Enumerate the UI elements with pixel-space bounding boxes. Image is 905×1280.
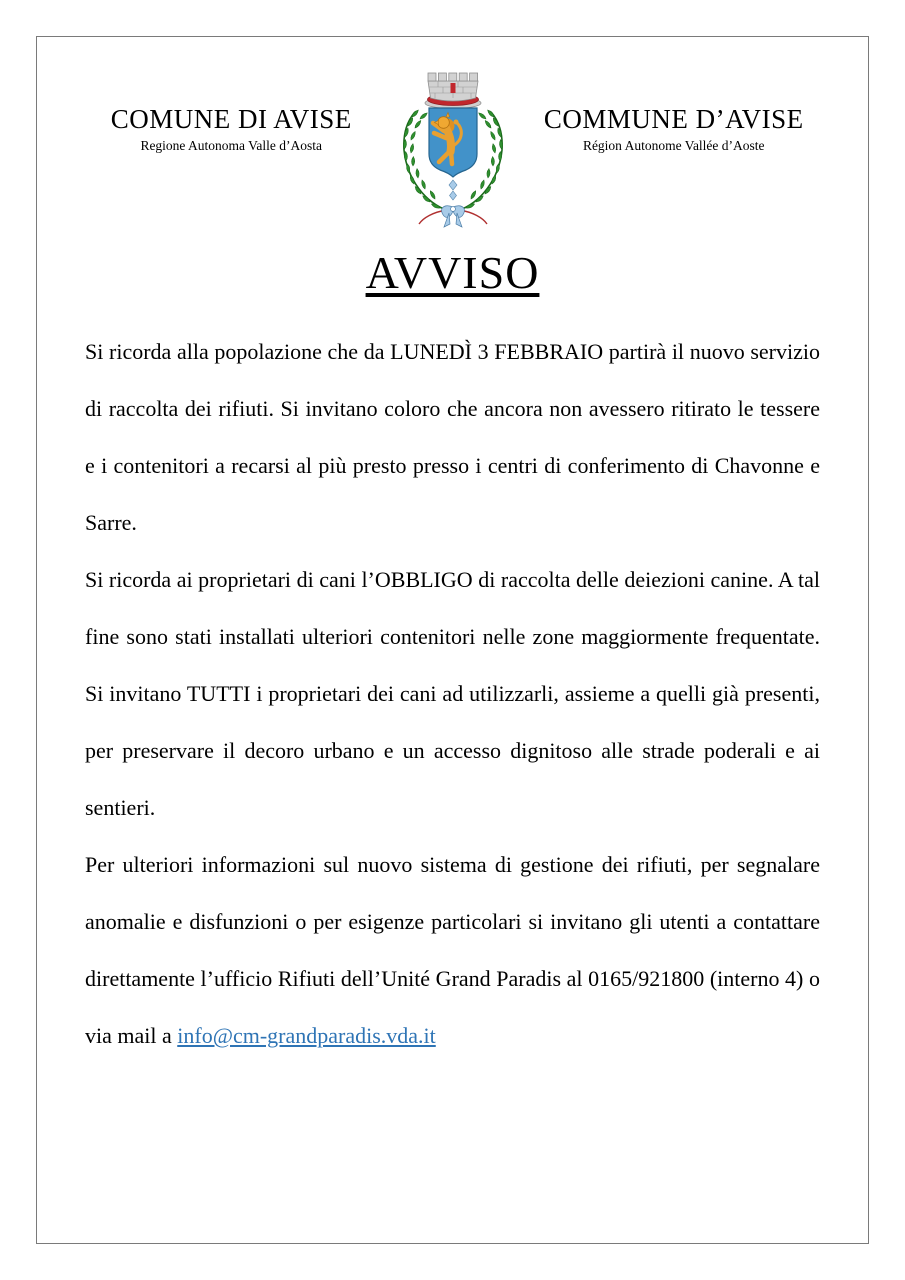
mural-crown-icon bbox=[425, 73, 481, 109]
email-link[interactable]: info@cm-grandparadis.vda.it bbox=[177, 1023, 436, 1048]
shield-icon bbox=[429, 108, 477, 177]
notice-body bbox=[85, 323, 820, 1064]
coat-of-arms bbox=[378, 60, 528, 230]
commune-title-italian: COMUNE DI AVISE bbox=[110, 104, 352, 134]
commune-title-french: COMMUNE D’AVISE bbox=[543, 104, 804, 134]
coat-of-arms-image bbox=[383, 60, 523, 230]
paragraph-contact-text: Per ulteriori informazioni sul nuovo sistema di gestione dei rifiuti, per segnalare anomalie e disfunzioni o per esigenze particolari si invitano gli utenti a contattare direttamente l’ufficio Rifiuti dell’Unité Grand Paradis al 0165/921800 (interno 4) o via mail a bbox=[85, 852, 820, 1048]
header-right bbox=[528, 104, 821, 154]
notice-title: AVVISO bbox=[365, 247, 540, 298]
paragraph-waste-service: Si ricorda alla popolazione che da LUNEDÌ 3 FEBBRAIO partirà il nuovo servizio di raccolta dei rifiuti. Si invitano coloro che ancora non avessero ritirato le tessere e i contenitori a recarsi al più presto presso i centri di conferimento di Chavonne e Sarre. bbox=[85, 339, 820, 535]
header-left bbox=[85, 104, 378, 154]
paragraph-dog-owners: Si ricorda ai proprietari di cani l’OBBLIGO di raccolta delle deiezioni canine. A tal fine sono stati installati ulteriori contenitori nelle zone maggiormente frequentate. Si invitano TUTTI i proprietari dei cani ad utilizzarli, assieme a quelli già presenti, per preservare il decoro urbano e un accesso dignitoso alle strade poderali e ai sentieri. bbox=[85, 567, 820, 820]
region-subtitle-italian: Regione Autonoma Valle d’Aosta bbox=[140, 138, 323, 153]
region-subtitle-french: Région Autonome Vallée d’Aoste bbox=[582, 138, 765, 153]
ribbon-icon bbox=[441, 180, 464, 227]
document-content bbox=[85, 60, 820, 1064]
header bbox=[85, 60, 820, 230]
paragraph-contact bbox=[85, 836, 820, 1064]
